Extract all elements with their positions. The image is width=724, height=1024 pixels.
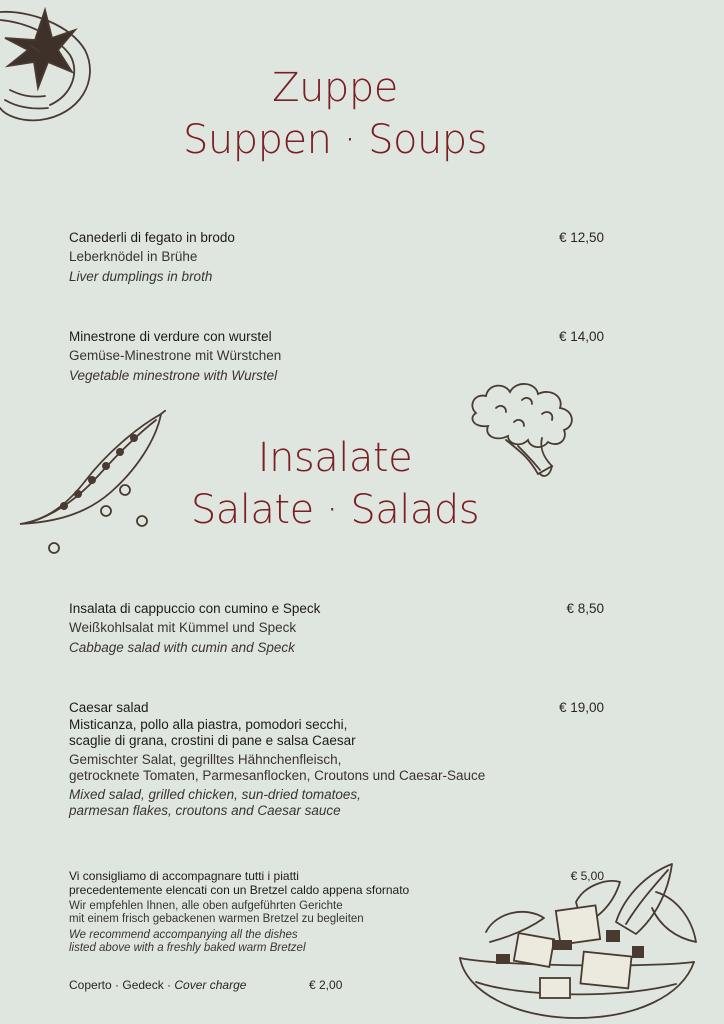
salads-title-de-en: Salate · Salads — [190, 487, 480, 533]
soups-title — [0, 62, 670, 166]
cover-charge-price: € 2,00 — [309, 978, 343, 992]
salad-bowl-icon — [456, 862, 706, 1024]
description-line: parmesan flakes, croutons and Caesar sauce — [69, 803, 341, 818]
menu-item-cabbage-salad — [69, 599, 604, 658]
item-name-en: Vegetable minestrone with Wurstel — [69, 368, 278, 383]
description-line: scaglie di grana, crostini di pane e salsa Caesar — [69, 733, 356, 748]
description-line: Mixed salad, grilled chicken, sun-dried tomatoes, — [69, 787, 361, 802]
note-line: listed above with a freshly baked warm Bretzel — [69, 942, 306, 954]
item-price: € 12,50 — [558, 230, 604, 245]
item-price: € 14,00 — [558, 329, 604, 344]
item-name: Insalata di cappuccio con cumino e Speck — [69, 601, 321, 616]
salads-title-it: Insalate — [257, 435, 413, 481]
cover-charge-label-en: Cover charge — [174, 978, 247, 992]
bretzel-price: € 5,00 — [570, 869, 604, 883]
item-description-it — [69, 717, 604, 749]
item-name-en: Cabbage salad with cumin and Speck — [69, 640, 295, 655]
note-line: precedentemente elencati con un Bretzel caldo appena sfornato — [69, 883, 410, 897]
item-name-de: Leberknödel in Brühe — [69, 249, 198, 264]
menu-item-liver-dumplings — [69, 228, 604, 287]
salads-title — [0, 432, 670, 536]
description-line: Gemischter Salat, gegrilltes Hähnchenfleisch, — [69, 752, 342, 767]
cover-charge-label — [69, 978, 246, 992]
item-price: € 19,00 — [558, 700, 604, 715]
note-line: mit einem frisch gebackenen warmen Bretzel zu begleiten — [69, 913, 364, 925]
item-name: Caesar salad — [69, 700, 149, 715]
cover-charge — [69, 978, 343, 992]
menu-item-caesar-salad — [69, 698, 604, 819]
item-name: Minestrone di verdure con wurstel — [69, 329, 272, 344]
soups-title-de-en: Suppen · Soups — [182, 117, 488, 163]
note-line: We recommend accompanying all the dishes — [69, 929, 298, 941]
item-name-de: Weißkohlsalat mit Kümmel und Speck — [69, 620, 297, 635]
note-line: Vi consigliamo di accompagnare tutti i piatti — [69, 869, 299, 883]
description-line: Misticanza, pollo alla piastra, pomodori secchi, — [69, 717, 348, 732]
item-price: € 8,50 — [566, 601, 604, 616]
soups-title-it: Zuppe — [272, 65, 398, 111]
note-line: Wir empfehlen Ihnen, alle oben aufgeführten Gerichte — [69, 900, 343, 912]
item-name: Canederli di fegato in brodo — [69, 230, 235, 245]
item-name-en: Liver dumplings in broth — [69, 269, 213, 284]
item-name-de: Gemüse-Minestrone mit Würstchen — [69, 348, 282, 363]
cover-charge-label-it-de: Coperto · Gedeck · — [69, 978, 175, 992]
item-description-en — [69, 787, 604, 819]
item-description-de — [69, 752, 604, 784]
description-line: getrocknete Tomaten, Parmesanflocken, Croutons und Caesar-Sauce — [69, 768, 486, 783]
